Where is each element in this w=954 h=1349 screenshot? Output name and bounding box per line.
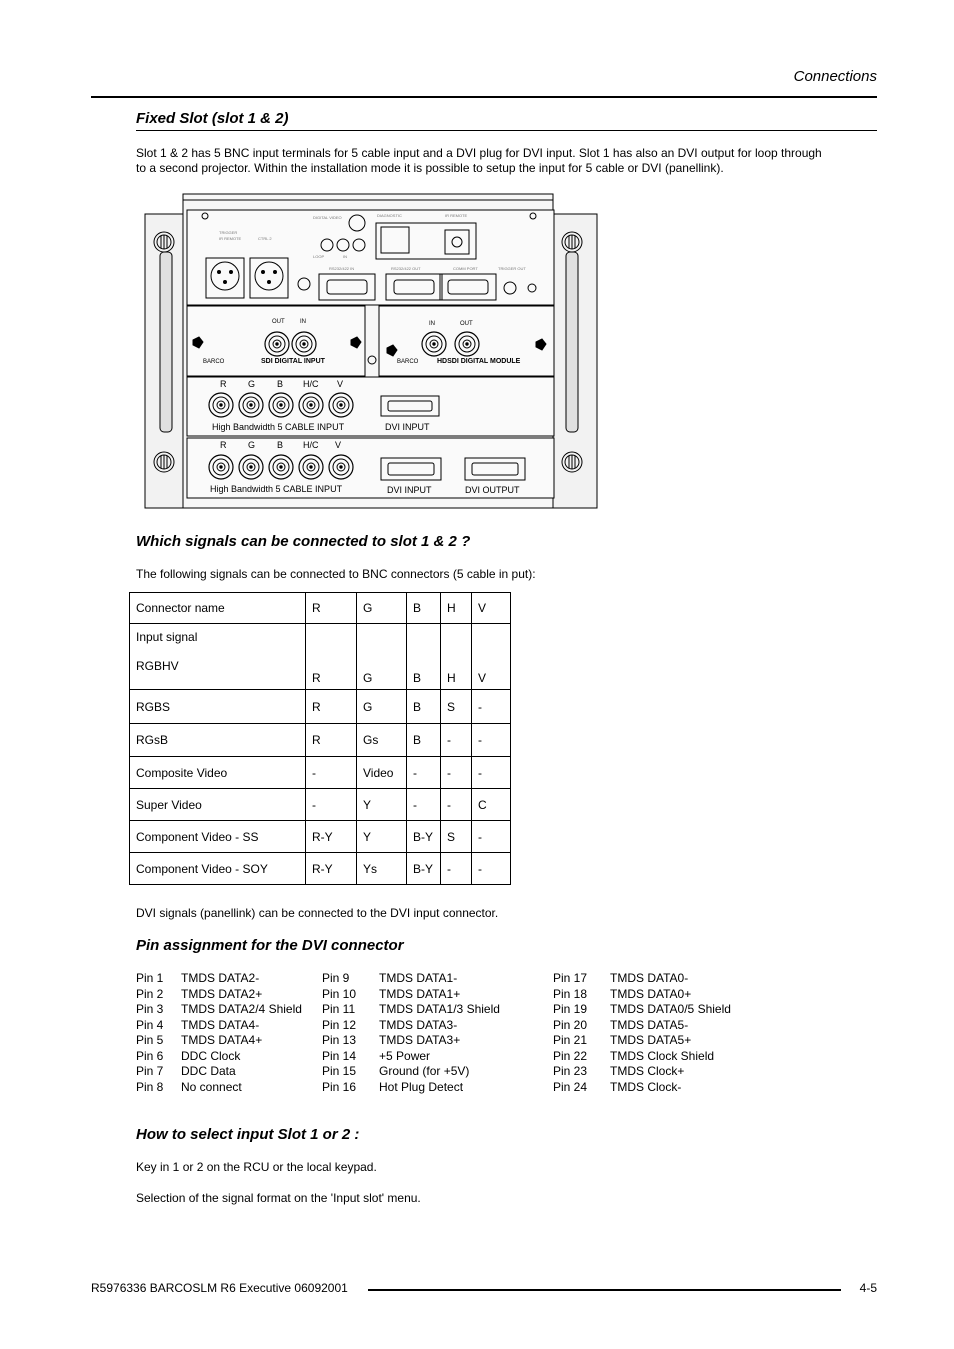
pin-number: Pin 6: [136, 1048, 164, 1063]
select-line: Selection of the signal format on the 'Input slot' menu.: [136, 1191, 421, 1205]
table-cell: -: [472, 853, 511, 885]
pin-signal: No connect: [181, 1079, 242, 1094]
svg-text:IN: IN: [343, 254, 347, 259]
table-cell: -: [407, 757, 441, 789]
table-cell: -: [472, 757, 511, 789]
svg-text:RS232/422 OUT: RS232/422 OUT: [391, 266, 421, 271]
table-cell: C: [472, 789, 511, 821]
table-cell: -: [472, 821, 511, 853]
pin-number: Pin 21: [553, 1033, 588, 1047]
pin-signal: TMDS DATA4-: [181, 1017, 260, 1032]
table-cell: R-Y: [306, 821, 357, 853]
svg-text:IR REMOTE: IR REMOTE: [219, 236, 242, 241]
slot2-dvi-in-label: DVI INPUT: [385, 422, 430, 432]
svg-text:LOOP: LOOP: [313, 254, 325, 259]
table-cell: -: [441, 757, 472, 789]
table-cell: Component Video - SOY: [130, 853, 306, 885]
slot1-hc-label: H/C: [303, 440, 319, 450]
pin-number: Pin 5: [136, 1033, 164, 1047]
pin-signal: TMDS DATA1-: [379, 971, 458, 985]
table-cell: Video: [357, 757, 407, 789]
barco-logo-sdi: BARCO: [203, 359, 225, 365]
pin-number: Pin 7: [136, 1064, 164, 1078]
table-cell: B-Y: [407, 821, 441, 853]
svg-text:TRIGGER OUT: TRIGGER OUT: [498, 266, 526, 271]
hdsdi-out-label: OUT: [460, 321, 473, 327]
pin-signal: TMDS DATA1/3 Shield: [379, 1002, 500, 1016]
sdi-in-label: IN: [300, 319, 306, 325]
table-cell: Component Video - SS: [130, 821, 306, 853]
pin-number: Pin 20: [553, 1017, 588, 1032]
table-cell: -: [441, 724, 472, 757]
table-row: [130, 690, 511, 724]
svg-text:IR REMOTE: IR REMOTE: [445, 213, 468, 218]
table-cell: Ys: [357, 853, 407, 885]
table-cell: R: [306, 624, 357, 690]
heading-fixed-slot: Fixed Slot (slot 1 & 2): [136, 110, 289, 127]
table-cell: Y: [357, 821, 407, 853]
footer-doc-id: R5976336 BARCOSLM R6 Executive 06092001: [91, 1281, 348, 1295]
pin-signal: TMDS DATA0/5 Shield: [610, 1002, 731, 1016]
pin-signal: TMDS DATA2/4 Shield: [181, 1002, 302, 1016]
pin-number: Pin 3: [136, 1002, 164, 1016]
pin-number: Pin 23: [553, 1064, 588, 1078]
table-cell: -: [441, 789, 472, 821]
dvi-note: DVI signals (panellink) can be connected to the DVI input connector.: [136, 906, 499, 920]
heading-select: How to select input Slot 1 or 2 :: [136, 1126, 360, 1143]
table-cell: H: [441, 593, 472, 624]
pin-number: Pin 8: [136, 1079, 164, 1094]
table-cell: G: [357, 624, 407, 690]
pin-number: Pin 16: [322, 1079, 357, 1094]
pin-signal: DDC Clock: [181, 1048, 241, 1063]
pin-signal: Ground (for +5V): [379, 1064, 470, 1078]
slot1-cable-label: High Bandwidth 5 CABLE INPUT: [210, 484, 343, 494]
barco-logo-hdsdi: BARCO: [397, 359, 419, 365]
pin-signal: TMDS DATA1+: [379, 986, 461, 1001]
signal-table: [129, 592, 511, 885]
table-row: [130, 724, 511, 757]
table-row: [130, 821, 511, 853]
slot1-dvi-out-label: DVI OUTPUT: [465, 485, 520, 495]
select-line: Key in 1 or 2 on the RCU or the local keypad.: [136, 1160, 377, 1174]
pin-signal: TMDS DATA5+: [610, 1033, 692, 1047]
slot2-cable-label: High Bandwidth 5 CABLE INPUT: [212, 422, 345, 432]
table-cell: RGBS: [130, 690, 306, 724]
table-cell: G: [357, 690, 407, 724]
pin-signal: Hot Plug Detect: [379, 1079, 464, 1094]
pin-number: Pin 24: [553, 1079, 588, 1094]
table-row: [130, 853, 511, 885]
header-rule: [91, 96, 877, 98]
pin-number: Pin 13: [322, 1033, 357, 1047]
table-cell: B: [407, 624, 441, 690]
pin-number: Pin 10: [322, 986, 357, 1001]
pin-signal: TMDS DATA0-: [610, 971, 689, 985]
pin-signal: TMDS DATA4+: [181, 1033, 263, 1047]
pin-signal: TMDS DATA5-: [610, 1017, 689, 1032]
svg-text:RS232/422 IN: RS232/422 IN: [329, 266, 355, 271]
page-number: 4-5: [859, 1281, 877, 1295]
pin-number: Pin 9: [322, 971, 350, 985]
pin-signal: TMDS Clock Shield: [610, 1048, 715, 1063]
connection-panel-figure: [143, 192, 601, 512]
pin-signal: TMDS DATA3+: [379, 1033, 461, 1047]
table-cell: H: [441, 624, 472, 690]
svg-text:TRIGGER: TRIGGER: [219, 230, 238, 235]
table-cell: B: [407, 724, 441, 757]
table-cell: R-Y: [306, 853, 357, 885]
pin-number: Pin 18: [553, 986, 588, 1001]
table-cell: -: [441, 853, 472, 885]
pin-signal: TMDS DATA2-: [181, 971, 260, 985]
hdsdi-in-label: IN: [429, 321, 435, 327]
slot1-dvi-in-label: DVI INPUT: [387, 485, 432, 495]
table-cell: V: [472, 624, 511, 690]
table-cell: Gs: [357, 724, 407, 757]
signals-intro: The following signals can be connected to BNC connectors (5 cable in put):: [136, 567, 536, 581]
table-cell: -: [472, 724, 511, 757]
pin-signal: +5 Power: [379, 1048, 431, 1063]
table-cell: G: [357, 593, 407, 624]
pin-number: Pin 17: [553, 971, 588, 985]
footer-rule: [368, 1289, 841, 1291]
sdi-out-label: OUT: [272, 319, 285, 325]
slot2-hc-label: H/C: [303, 379, 319, 389]
table-cell: -: [407, 789, 441, 821]
heading-signals: Which signals can be connected to slot 1 & 2 ?: [136, 533, 471, 550]
table-cell: -: [306, 757, 357, 789]
slot2-r-label: R: [220, 379, 227, 389]
table-cell: RGsB: [130, 724, 306, 757]
table-cell: R: [306, 593, 357, 624]
pin-signal: DDC Data: [181, 1064, 236, 1078]
hdsdi-label: HDSDI DIGITAL MODULE: [437, 358, 521, 365]
pin-signal: TMDS DATA3-: [379, 1017, 458, 1032]
table-cell: [130, 624, 306, 690]
table-cell: S: [441, 690, 472, 724]
table-cell: Y: [357, 789, 407, 821]
table-cell: B-Y: [407, 853, 441, 885]
table-cell: R: [306, 724, 357, 757]
heading-rule: [136, 130, 877, 131]
table-cell: B: [407, 690, 441, 724]
row-name: RGBHV: [136, 659, 179, 673]
pin-signal: TMDS Clock-: [610, 1079, 682, 1094]
slot1-r-label: R: [220, 440, 227, 450]
slot2-b-label: B: [277, 379, 284, 389]
table-cell: Super Video: [130, 789, 306, 821]
table-cell: S: [441, 821, 472, 853]
table-row: [130, 789, 511, 821]
slot1-v-label: V: [335, 440, 342, 450]
table-cell: V: [472, 593, 511, 624]
svg-text:COMM PORT: COMM PORT: [453, 266, 478, 271]
slot1-b-label: B: [277, 440, 284, 450]
svg-text:DIAGNOSTIC: DIAGNOSTIC: [377, 213, 402, 218]
pin-number: Pin 19: [553, 1002, 588, 1016]
table-cell: Composite Video: [130, 757, 306, 789]
table-cell: R: [306, 690, 357, 724]
pin-number: Pin 22: [553, 1048, 588, 1063]
pin-signal: TMDS DATA0+: [610, 986, 692, 1001]
paragraph-line: Slot 1 & 2 has 5 BNC input terminals for 5 cable input and a DVI plug for DVI input. Slot 1 has also an DVI output for loop through: [136, 146, 822, 160]
pin-number: Pin 2: [136, 986, 164, 1001]
sdi-label: SDI DIGITAL INPUT: [261, 358, 325, 365]
heading-pins: Pin assignment for the DVI connector: [136, 937, 404, 954]
pin-number: Pin 11: [322, 1002, 356, 1016]
running-header: Connections: [793, 68, 877, 85]
table-cell: -: [472, 690, 511, 724]
pin-number: Pin 1: [136, 971, 164, 985]
table-cell: -: [306, 789, 357, 821]
slot1-g-label: G: [248, 440, 256, 450]
svg-text:DIGITAL VIDEO: DIGITAL VIDEO: [313, 215, 342, 220]
slot2-v-label: V: [337, 379, 344, 389]
slot2-g-label: G: [248, 379, 256, 389]
fixed-slot-paragraph: [136, 146, 822, 176]
pin-number: Pin 15: [322, 1064, 357, 1078]
table-row: [130, 624, 511, 690]
svg-text:CTRL 2: CTRL 2: [258, 236, 272, 241]
table-cell: B: [407, 593, 441, 624]
pin-signal: TMDS Clock+: [610, 1064, 685, 1078]
paragraph-line: to a second projector. Within the installation mode it is possible to setup the input for 5 cable or DVI (panellink).: [136, 161, 724, 175]
pin-number: Pin 12: [322, 1017, 357, 1032]
pin-number: Pin 4: [136, 1017, 164, 1032]
input-signal-label: Input signal: [136, 630, 198, 644]
table-cell: Connector name: [130, 593, 306, 624]
pin-signal: TMDS DATA2+: [181, 986, 263, 1001]
table-header-row: [130, 593, 511, 624]
table-row: [130, 757, 511, 789]
pin-number: Pin 14: [322, 1048, 357, 1063]
